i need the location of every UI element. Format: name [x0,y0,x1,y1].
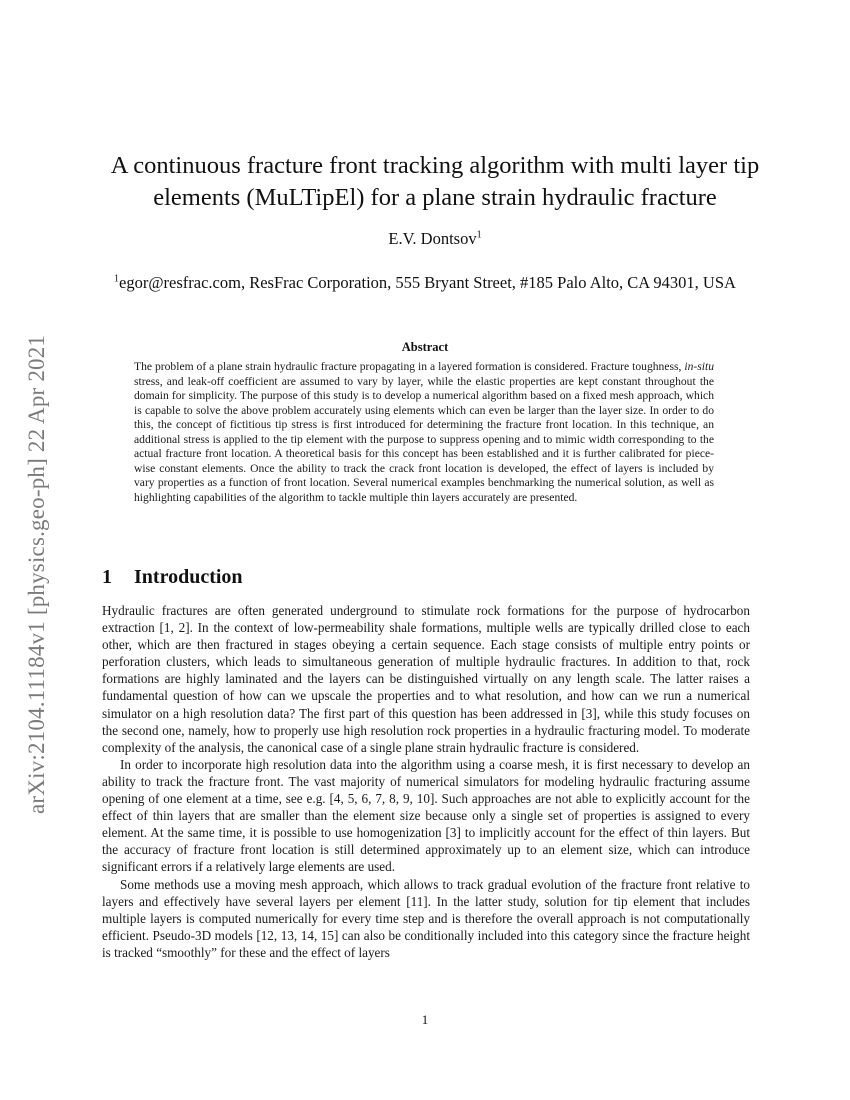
paragraph-3: Some methods use a moving mesh approach, which allows to track gradual evolution of the fracture front relative to layers and effectively have several layers per element [11]. In the latter study, solution for tip element that includes multiple layers is computed numerically for every time step and is therefore the overall approach is not computationally efficient. Pseudo-3D models [12, 13, 14, 15] can also be conditionally included into this category since the fracture height is tracked “smoothly” for these and the effect of layers [102,876,750,960]
author [60,229,810,249]
affiliation-text: egor@resfrac.com, ResFrac Corporation, 555 Bryant Street, #185 Palo Alto, CA 94301, USA [119,273,736,292]
section-title: Introduction [134,566,243,588]
arxiv-identifier-stamp[interactable]: arXiv:2104.11184v1 [physics.geo-ph] 22 Apr 2021 [24,334,49,814]
section-heading [102,566,702,589]
title-line-2: elements (MuLTipEl) for a plane strain hydraulic fracture [153,184,717,211]
paragraph-2: In order to incorporate high resolution data into the algorithm using a coarse mesh, it is first necessary to develop an ability to track the fracture front. The vast majority of numerical simulators for modeling hydraulic fracturing assume opening of one element at a time, see e.g. [4, 5, 6, 7, 8, 9, 10]. Such approaches are not able to explicitly account for the effect of thin layers that are smaller than the element size because only a single set of properties is assigned to every element. At the same time, it is possible to use homogenization [3] to implicitly account for the effect of thin layers. But the accuracy of fracture front location is still determined approximately up to an element size, which can introduce significant errors if a relatively large elements are used. [102,756,750,875]
abstract-heading: Abstract [401,340,449,354]
abstract-text-1: The problem of a plane strain hydraulic fracture propagating in a layered formation is considered. Fracture toughness, [134,360,685,373]
author-name: E.V. Dontsov [388,229,477,248]
page-number: 1 [421,1012,429,1027]
abstract-body [134,360,714,505]
title-line-1: A continuous fracture front tracking algorithm with multi layer tip [110,152,760,179]
abstract-italic-term: in-situ [684,360,714,373]
section-number: 1 [102,566,112,588]
affiliation-mark: 1 [114,273,120,285]
section-body [102,602,750,961]
paper-title [60,150,810,214]
abstract-text-2: stress, and leak-off coefficient are assumed to vary by layer, while the elastic properties are kept constant throughout the domain for simplicity. The purpose of this study is to develop a numerical algorithm based on a fixed mesh approach, which is capable to solve the above problem accurately using elements which can even be larger than the layer size. In order to do this, the concept of fictitious tip stress is first introduced for determining the fracture front location. In this technique, an additional stress is applied to the tip element with the purpose to suppress opening and to mimic width corresponding to the actual fracture front location. A theoretical basis for this concept has been established and it is further calibrated for piece-wise constant elements. Once the ability to track the crack front location is developed, the effect of layers is included by vary properties as a function of front location. Several numerical examples benchmarking the numerical solution, as well as highlighting capabilities of the algorithm to tackle multiple thin layers accurately are presented. [134,374,714,504]
paragraph-1: Hydraulic fractures are often generated underground to stimulate rock formations for the purpose of hydrocarbon extraction [1, 2]. In the context of low-permeability shale formations, multiple wells are typically drilled close to each other, which are then fractured in stages obeying a certain sequence. Each stage consists of multiple entry points or perforation clusters, which leads to simultaneous generation of multiple hydraulic fractures. In addition to that, rock formations are highly laminated and the layers can be distinguished virtually on any length scale. The latter raises a fundamental question of how can we upscale the properties and to what resolution, and how can we run a numerical simulator on a high resolution data? The first part of this question has been addressed in [3], while this study focuses on the second one, namely, how to properly use high resolution rock properties in a hydraulic fracturing model. To moderate complexity of the analysis, the canonical case of a single plane strain hydraulic fracture is considered. [102,603,750,755]
author-affiliation-mark: 1 [476,229,482,241]
affiliation [90,272,760,293]
